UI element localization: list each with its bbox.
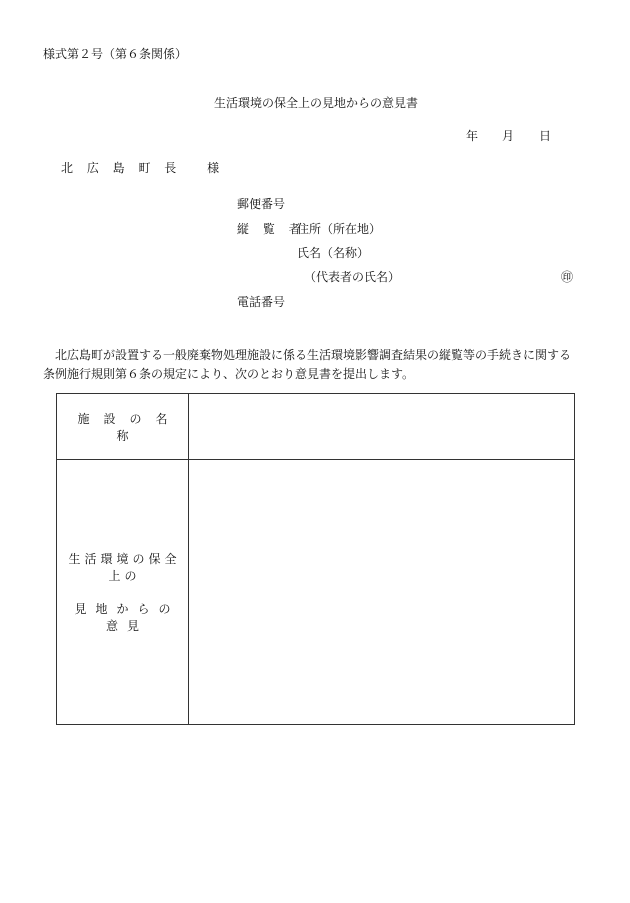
date-month-label: 月 <box>502 129 515 143</box>
name-label: 氏名（名称） <box>297 246 370 260</box>
opinion-label-line-1: 生活環境の保全上の <box>68 552 181 584</box>
opinion-label-cell <box>57 460 189 725</box>
address-label: 住所（所在地） <box>297 222 382 236</box>
opinion-field[interactable] <box>189 460 575 725</box>
facility-name-label: 施設の名称 <box>77 411 182 443</box>
phone-number-label: 電話番号 <box>237 295 286 309</box>
facility-name-field[interactable] <box>189 394 575 460</box>
facility-row <box>57 394 575 460</box>
representative-name-label: （代表者の氏名） <box>304 270 401 284</box>
date-year-label: 年 <box>466 129 479 143</box>
document-title: 生活環境の保全上の見地からの意見書 <box>214 96 419 110</box>
seal-mark: ㊞ <box>561 270 574 284</box>
opinion-label-line-2: 見地からの意見 <box>74 602 180 634</box>
statement-line-2: 条例施行規則第６条の規定により、次のとおり意見書を提出します。 <box>43 367 415 381</box>
viewer-label: 縦 覧 者 <box>237 222 306 236</box>
facility-name-label-cell <box>57 394 189 460</box>
form-number: 様式第２号（第６条関係） <box>43 47 188 61</box>
statement-line-1: 北広島町が設置する一般廃棄物処理施設に係る生活環境影響調査結果の縦覧等の手続きに関する <box>55 348 572 362</box>
opinion-table <box>56 393 575 725</box>
postal-code-label: 郵便番号 <box>237 197 286 211</box>
opinion-row <box>57 460 575 725</box>
statement-paragraph <box>43 346 583 384</box>
date-day-label: 日 <box>539 129 552 143</box>
addressee: 北 広 島 町 長 様 <box>61 161 225 175</box>
